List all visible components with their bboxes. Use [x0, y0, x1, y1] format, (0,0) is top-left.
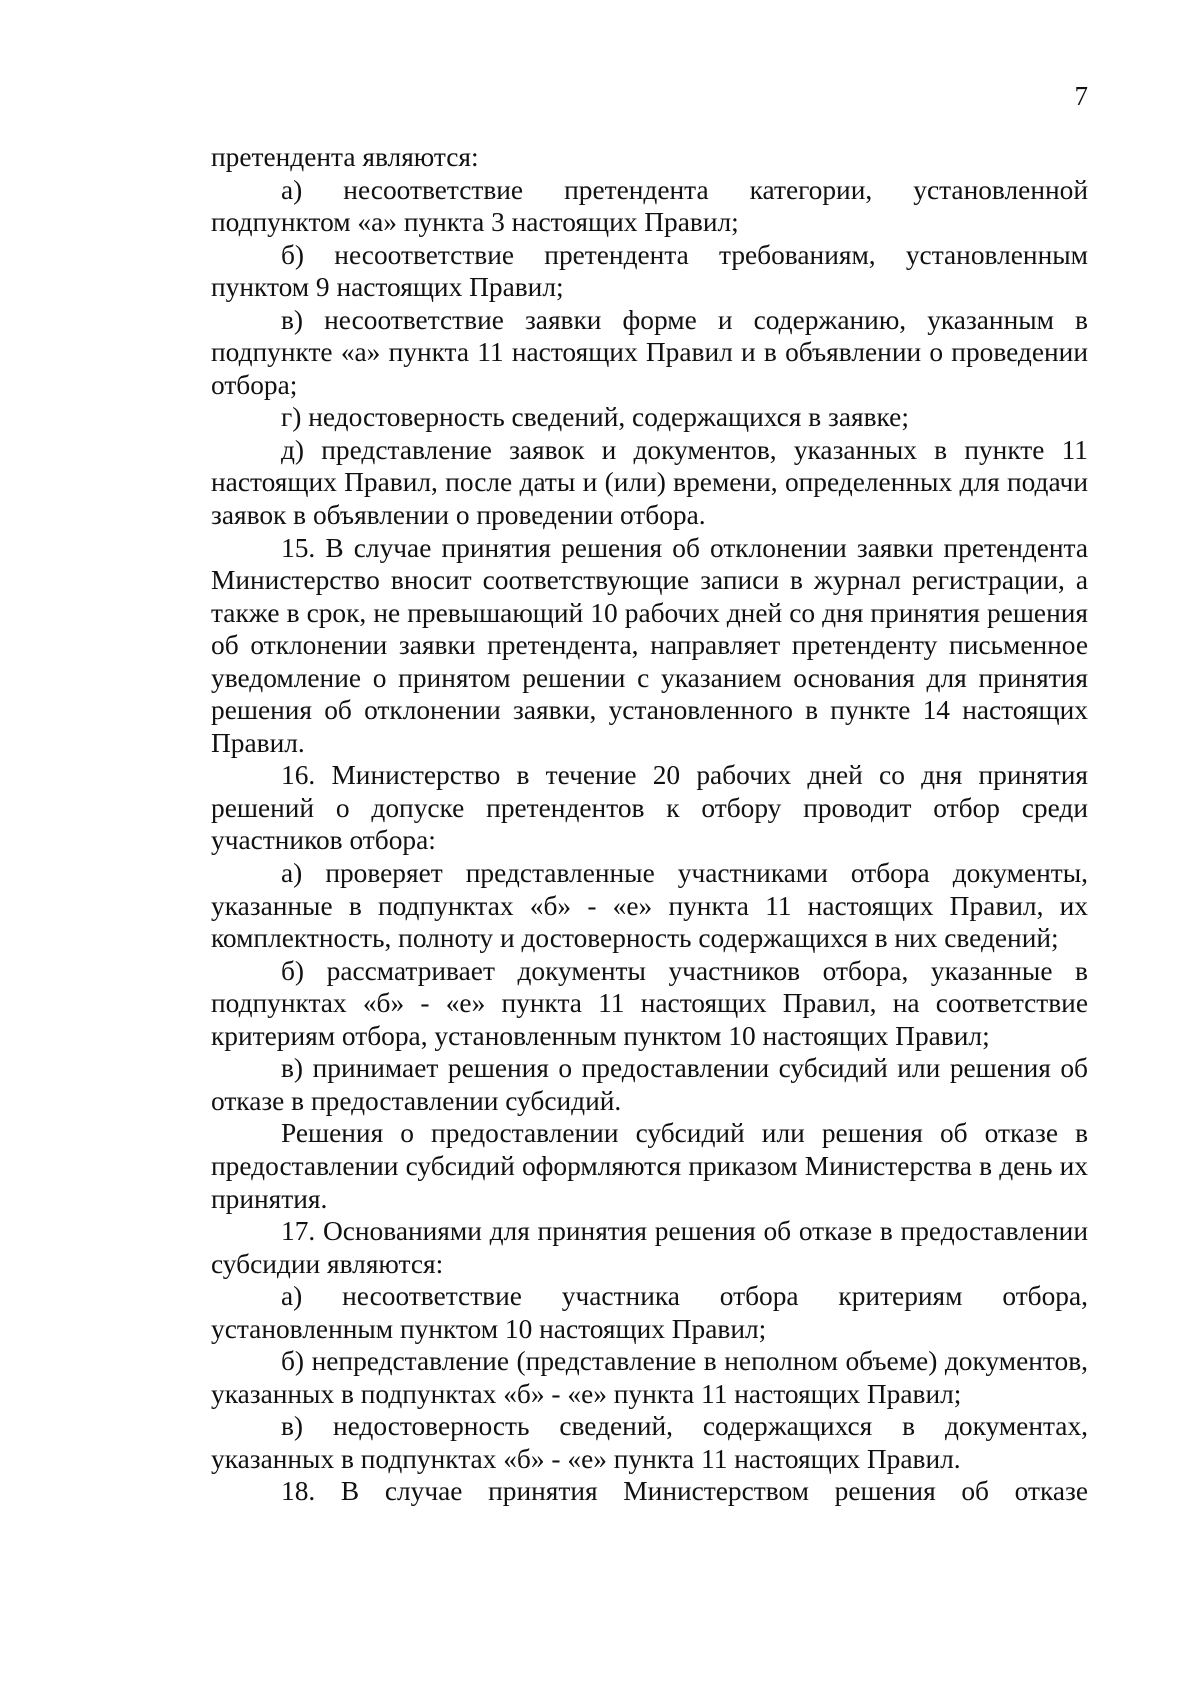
paragraph-clause-16: 16. Министерство в течение 20 рабочих дней со дня принятия решений о допуске претендентов к отбору проводит отбор среди участников отбора:: [211, 760, 1088, 856]
paragraph-continuation: претендента являются:: [211, 142, 479, 172]
document-body: [211, 141, 1088, 1508]
paragraph-clause-17: 17. Основаниями для принятия решения об отказе в предоставлении субсидии являются:: [211, 1216, 1088, 1279]
paragraph-clause-17-item-a: а) несоответствие участника отбора критериям отбора, установленным пунктом 10 настоящих Правил;: [211, 1281, 1088, 1344]
page-number: 7: [1074, 81, 1088, 111]
paragraph-item-d: д) представление заявок и документов, указанных в пункте 11 настоящих Правил, после даты и (или) времени, определенных для подачи заявок в объявлении о проведении отбора.: [211, 434, 1088, 531]
paragraph-clause-16-item-b: б) рассматривает документы участников отбора, указанные в подпунктах «б» - «е» пункта 11 настоящих Правил, на соответствие критериям отбора, установленным пунктом 10 настоящих Правил;: [211, 955, 1088, 1051]
paragraph-decisions: Решения о предоставлении субсидий или решения об отказе в предоставлении субсидий оформляются приказом Министерства в день их принятия.: [211, 1118, 1088, 1214]
paragraph-clause-16-item-v: в) принимает решения о предоставлении субсидий или решения об отказе в предоставлении субсидий.: [211, 1053, 1088, 1116]
paragraph-item-b: б) несоответствие претендента требованиям, установленным пунктом 9 настоящих Правил;: [211, 239, 1088, 303]
paragraph-clause-15: 15. В случае принятия решения об отклонении заявки претендента Министерство вносит соответствующие записи в журнал регистрации, а также в срок, не превышающий 10 рабочих дней со дня принятия решения об отклонении заявки претендента, направляет претенденту письменное уведомление о принятом решении с указанием основания для принятия решения об отклонении заявки, установленного в пункте 14 настоящих Правил.: [211, 532, 1088, 758]
paragraph-item-a: а) несоответствие претендента категории, установленной подпунктом «а» пункта 3 настоящих Правил;: [211, 174, 1088, 238]
paragraph-clause-17-item-v: в) недостоверность сведений, содержащихся в документах, указанных в подпунктах «б» - «е» пункта 11 настоящих Правил.: [211, 1411, 1088, 1474]
paragraph-item-g: г) недостоверность сведений, содержащихся в заявке;: [281, 402, 909, 433]
paragraph-clause-17-item-b: б) непредставление (представление в неполном объеме) документов, указанных в подпунктах «б» - «е» пункта 11 настоящих Правил;: [211, 1346, 1088, 1409]
paragraph-item-v: в) несоответствие заявки форме и содержанию, указанным в подпункте «а» пункта 11 настоящих Правил и в объявлении о проведении отбора;: [211, 304, 1088, 400]
paragraph-clause-18: 18. В случае принятия Министерством решения об отказе: [281, 1476, 1088, 1507]
paragraph-clause-16-item-a: а) проверяет представленные участниками отбора документы, указанные в подпунктах «б» - «е» пункта 11 настоящих Правил, их комплектность, полноту и достоверность содержащихся в них сведений;: [211, 858, 1088, 954]
